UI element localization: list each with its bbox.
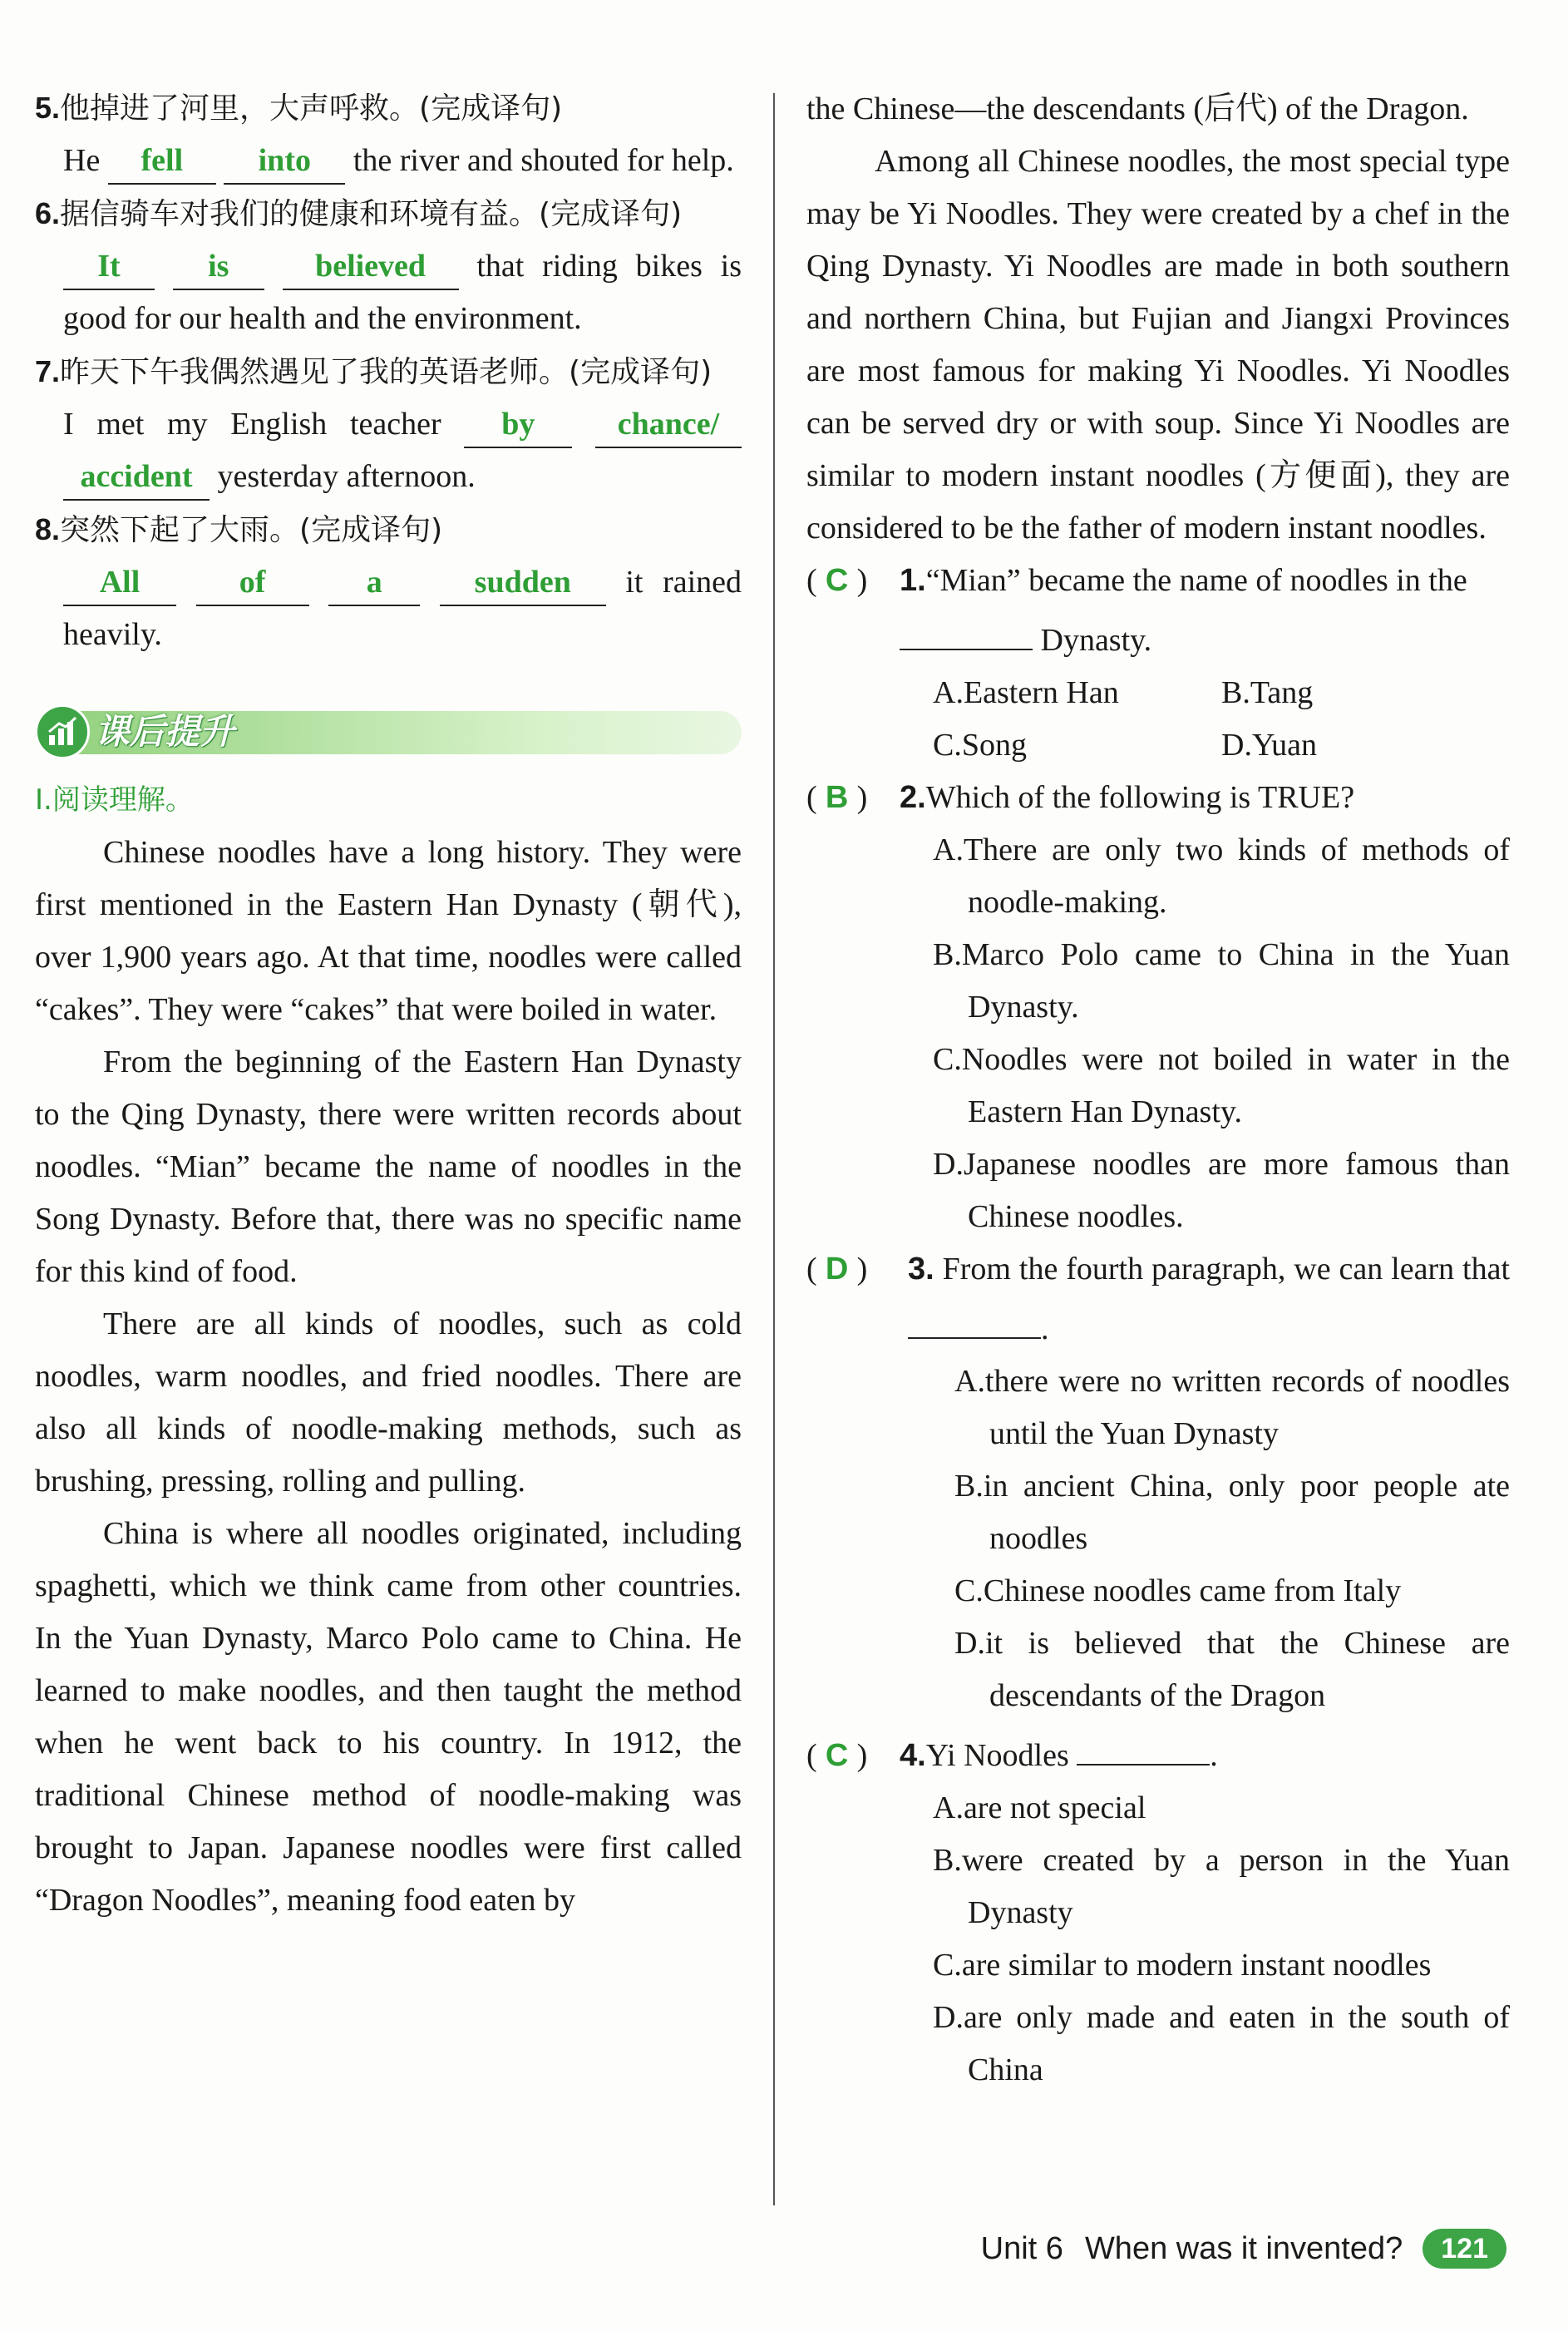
footer-title: When was it invented? <box>1084 2230 1403 2266</box>
answer-bracket: ( C ) <box>806 555 900 607</box>
answer-blank[interactable]: chance/ <box>595 405 742 448</box>
answer-blank[interactable]: It <box>63 247 155 290</box>
page-number: 121 <box>1423 2229 1506 2269</box>
sentence-text: the river and shouted for help. <box>353 143 734 178</box>
question-6 <box>35 187 742 345</box>
question-number: 2. <box>900 780 926 815</box>
question-stem: “Mian” became the name of noodles in the <box>925 563 1467 598</box>
question-prompt: 突然下起了大雨。(完成译句) <box>60 513 443 547</box>
question-number: 6. <box>35 196 61 230</box>
answer-blank[interactable]: into <box>224 141 345 185</box>
question-8 <box>35 503 742 661</box>
question-number: 3. <box>908 1252 934 1286</box>
option-b[interactable]: B.were created by a person in the Yuan Dynasty <box>933 1843 1510 1930</box>
answer-blank[interactable]: is <box>173 247 264 290</box>
question-stem-end: Dynasty. <box>1040 623 1152 658</box>
question-stem-end: . <box>1041 1311 1049 1346</box>
answer-bracket: ( B ) <box>806 772 900 824</box>
question-number: 8. <box>35 512 61 546</box>
question-stem: From the fourth paragraph, we can learn that <box>942 1252 1511 1286</box>
question-prompt: 据信骑车对我们的健康和环境有益。(完成译句) <box>60 197 683 231</box>
answer-blank[interactable]: by <box>464 405 572 448</box>
question-7 <box>35 345 742 503</box>
option-d[interactable]: D.Yuan <box>1221 728 1318 763</box>
option-a[interactable]: A.are not special <box>933 1790 1146 1825</box>
question-number: 7. <box>35 354 61 388</box>
option-a[interactable]: A.there were no written records of noodles until the Yuan Dynasty <box>954 1364 1510 1451</box>
left-column <box>35 81 742 1927</box>
answer-blank[interactable]: sudden <box>440 563 606 606</box>
chart-bars-icon <box>35 704 90 759</box>
answer-blank[interactable]: of <box>196 563 309 606</box>
answer-blank[interactable]: a <box>328 563 420 606</box>
mc-question-1 <box>806 555 1510 772</box>
option-c[interactable]: C.are similar to modern instant noodles <box>933 1948 1432 1983</box>
option-d[interactable]: D.Japanese noodles are more famous than Chinese noodles. <box>933 1147 1510 1234</box>
answer-letter[interactable]: D <box>825 1252 849 1286</box>
option-c[interactable]: C.Song <box>933 728 1027 763</box>
stem-blank <box>1077 1722 1210 1766</box>
question-number: 1. <box>900 563 926 598</box>
answer-bracket: ( D ) <box>806 1243 900 1296</box>
question-number: 4. <box>900 1738 926 1773</box>
option-b[interactable]: B.in ancient China, only poor people ate noodles <box>954 1469 1510 1556</box>
footer-unit: Unit 6 <box>980 2230 1063 2266</box>
section-banner <box>35 704 742 759</box>
mc-question-2 <box>806 772 1510 1243</box>
sentence-text: yesterday afternoon. <box>217 459 476 494</box>
banner-title: 课后提升 <box>95 711 235 752</box>
right-column <box>806 83 1510 2096</box>
answer-letter[interactable]: C <box>825 563 849 598</box>
mc-question-4 <box>806 1722 1510 2096</box>
answer-blank[interactable]: fell <box>108 141 216 185</box>
sentence-text: that riding bikes is good for our health and the environment. <box>63 249 742 336</box>
passage-continuation: the Chinese—the descendants (后代) of the Dragon. <box>806 91 1469 126</box>
answer-letter[interactable]: C <box>825 1738 849 1773</box>
sentence-text: it rained heavily. <box>63 565 742 652</box>
question-prompt: 他掉进了河里，大声呼救。(完成译句) <box>60 91 563 126</box>
option-b[interactable]: B.Marco Polo came to China in the Yuan Dynasty. <box>933 937 1510 1025</box>
column-divider <box>773 93 775 2205</box>
option-d[interactable]: D.are only made and eaten in the south of China <box>933 2000 1510 2087</box>
answer-blank[interactable]: believed <box>283 247 459 290</box>
mc-question-3 <box>806 1243 1510 1722</box>
answer-bracket: ( C ) <box>806 1730 900 1782</box>
question-number: 5. <box>35 91 61 125</box>
stem-blank <box>908 1296 1041 1339</box>
page-footer <box>981 2229 1506 2269</box>
option-a[interactable]: A.There are only two kinds of methods of noodle-making. <box>933 832 1510 920</box>
section-title: Ⅰ.阅读理解。 <box>35 783 194 817</box>
question-stem-end: . <box>1210 1738 1218 1773</box>
option-c[interactable]: C.Chinese noodles came from Italy <box>954 1573 1402 1608</box>
option-d[interactable]: D.it is believed that the Chinese are descendants of the Dragon <box>954 1626 1510 1713</box>
option-c[interactable]: C.Noodles were not boiled in water in the Eastern Han Dynasty. <box>933 1042 1510 1129</box>
answer-letter[interactable]: B <box>825 780 849 815</box>
sentence-text: I met my English teacher <box>63 407 441 442</box>
passage-paragraph-5: Among all Chinese noodles, the most special type may be Yi Noodles. They were created by a chef in the Qing Dynasty. Yi Noodles are made in both southern and northern China, but Fujian and Jiangxi Provinces are most famous for making Yi Noodles. Yi Noodles can be served dry or with soup. Since Yi Noodles are similar to modern instant noodles (方便面), they are considered to be the father of modern instant noodles. <box>806 144 1510 546</box>
passage-paragraph-3: There are all kinds of noodles, such as cold noodles, warm noodles, and fried noodles. There are also all kinds of noodle-making methods, such as brushing, pressing, rolling and pulling. <box>35 1306 742 1499</box>
question-prompt: 昨天下午我偶然遇见了我的英语老师。(完成译句) <box>60 355 713 389</box>
sentence-text: He <box>63 143 101 178</box>
answer-blank[interactable]: accident <box>63 457 210 501</box>
answer-blank[interactable]: All <box>63 563 176 606</box>
option-a[interactable]: A.Eastern Han <box>933 675 1119 710</box>
question-stem: Which of the following is TRUE? <box>925 780 1355 815</box>
passage-paragraph-2: From the beginning of the Eastern Han Dynasty to the Qing Dynasty, there were written records about noodles. “Mian” became the name of noodles in the Song Dynasty. Before that, there was no specific name for this kind of food. <box>35 1045 742 1289</box>
question-5 <box>35 81 742 187</box>
option-b[interactable]: B.Tang <box>1221 675 1314 710</box>
passage-paragraph-4: China is where all noodles originated, including spaghetti, which we think came from other countries. In the Yuan Dynasty, Marco Polo came to China. He learned to make noodles, and then taught the method when he went back to his country. In 1912, the traditional Chinese method of noodle-making was brought to Japan. Japanese noodles were first called “Dragon Noodles”, meaning food eaten by <box>35 1516 742 1918</box>
passage-paragraph-1: Chinese noodles have a long history. They were first mentioned in the Eastern Han Dynasty (朝代), over 1,900 years ago. At that time, noodles were called “cakes”. They were “cakes” that were boiled in water. <box>35 835 742 1027</box>
question-stem: Yi Noodles <box>925 1738 1069 1773</box>
stem-blank <box>900 607 1033 650</box>
